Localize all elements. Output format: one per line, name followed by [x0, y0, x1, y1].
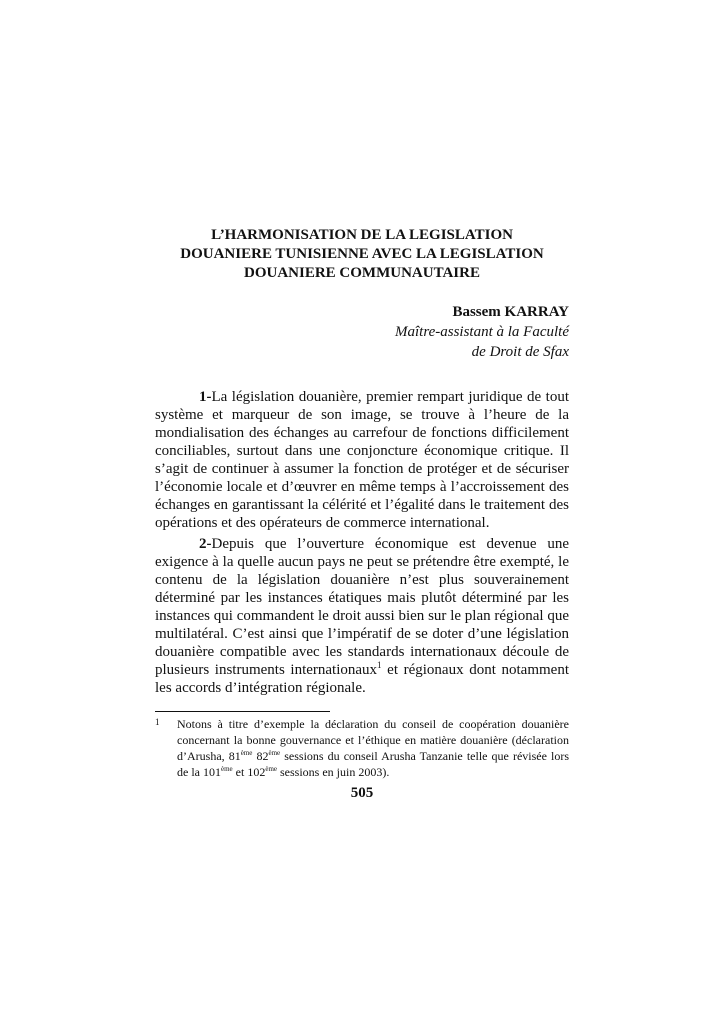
title-line-2: DOUANIERE TUNISIENNE AVEC LA LEGISLATION [180, 246, 544, 262]
author-name: Bassem KARRAY [452, 304, 569, 320]
footnote-mark: 1 [155, 717, 160, 727]
footnote-text-part-2: 82 [252, 749, 269, 763]
document-page [155, 226, 569, 802]
footnote-text [177, 716, 569, 780]
article-title [155, 226, 569, 283]
footnote-sup-3: ème [221, 765, 233, 773]
footnote-sup-2: ème [268, 749, 281, 757]
author-role-line-1: Maître-assistant à la Faculté [394, 324, 569, 340]
footnote-text-part-4: et 102 [232, 765, 266, 779]
paragraph-2-text-after-note: et régionaux dont notamment les accords d’intégration régionale. [155, 662, 569, 696]
paragraph-2-number: 2- [199, 536, 212, 552]
paragraph-1 [155, 388, 569, 532]
footnote-sup-4: ème [265, 765, 278, 773]
title-line-1: L’HARMONISATION DE LA LEGISLATION [211, 227, 513, 243]
article-body [155, 388, 569, 697]
footnote-text-part-1: Notons à titre d’exemple la déclaration du conseil de coopération douanière concernant la bonne gouvernance et l’éthique en matière douanière (déclaration d’Arusha, 81 [177, 717, 569, 763]
footnote-sup-1: ème [240, 749, 253, 757]
paragraph-2-text-before-note: Depuis que l’ouverture économique est devenue une exigence à la quelle aucun pays ne peut se prétendre être exempté, le contenu de la législation douanière n’est plus souverainement déterminé par les instances étatiques mais plutôt déterminé par les instances qui commandent le droit aussi bien sur le plan régional que multilatéral. C’est ainsi que l’impératif de se doter d’une législation douanière compatible avec les standards internationaux découle de plusieurs instruments internationaux [155, 536, 569, 678]
paragraph-1-number: 1- [199, 389, 212, 405]
footnote-reference[interactable]: 1 [377, 660, 382, 670]
paragraph-1-text: La législation douanière, premier rempart juridique de tout système et marqueur de son image, se trouve à l’heure de la mondialisation des échanges au carrefour de fonctions difficilement conciliables, surtout dans une conjoncture économique critique. Il s’agit de continuer à assumer la fonction de protéger et de sécuriser l’économie locale et d’œuvrer en même temps à l’accroissement des échanges en garantissant la célérité et l’égalité dans le traitement des opérations et des opérateurs de commerce international. [155, 389, 569, 531]
footnote-text-part-5: sessions en juin 2003). [277, 765, 390, 779]
footnote [155, 716, 569, 780]
footnote-text-part-3: sessions du conseil Arusha Tanzanie telle que révisée lors de la 101 [177, 749, 570, 779]
title-line-3: DOUANIERE COMMUNAUTAIRE [244, 265, 480, 281]
page-number: 505 [350, 785, 374, 801]
paragraph-2 [155, 535, 569, 697]
author-block [155, 302, 569, 362]
footnote-separator [155, 711, 330, 712]
author-role-line-2: de Droit de Sfax [471, 344, 569, 360]
